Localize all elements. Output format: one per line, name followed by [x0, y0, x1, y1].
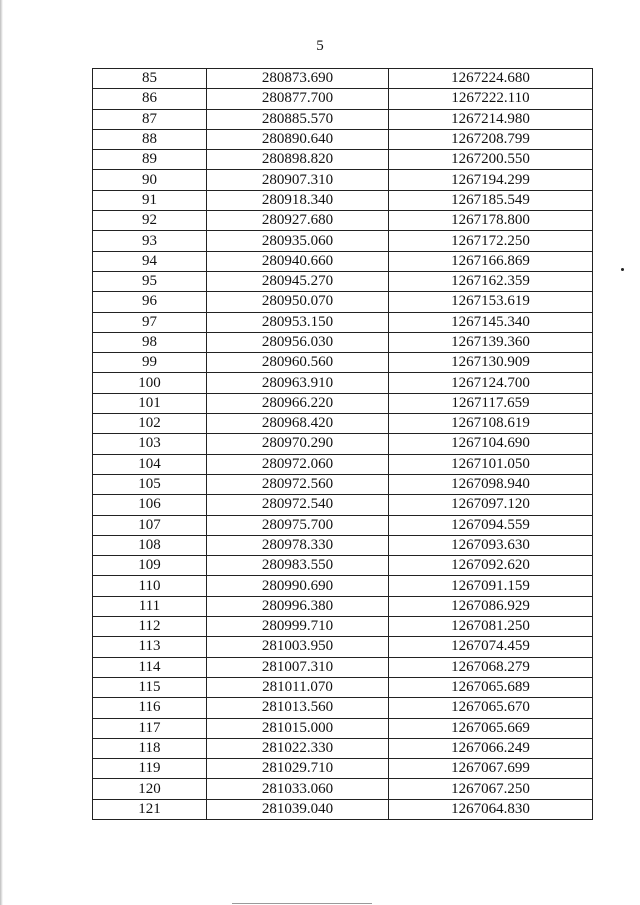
table-row	[93, 617, 593, 637]
table-row	[93, 393, 593, 413]
y-coordinate-cell: 1267081.250	[389, 617, 593, 637]
point-number-cell: 100	[93, 373, 207, 393]
point-number-cell: 121	[93, 799, 207, 819]
point-number-cell: 94	[93, 251, 207, 271]
x-coordinate-cell: 281011.070	[207, 677, 389, 697]
y-coordinate-cell: 1267130.909	[389, 353, 593, 373]
table-row	[93, 596, 593, 616]
table-row	[93, 292, 593, 312]
x-coordinate-cell: 280983.550	[207, 556, 389, 576]
point-number-cell: 105	[93, 474, 207, 494]
x-coordinate-cell: 280966.220	[207, 393, 389, 413]
table-row	[93, 576, 593, 596]
y-coordinate-cell: 1267104.690	[389, 434, 593, 454]
point-number-cell: 87	[93, 109, 207, 129]
table-row	[93, 170, 593, 190]
point-number-cell: 116	[93, 698, 207, 718]
table-row	[93, 718, 593, 738]
x-coordinate-cell: 280898.820	[207, 150, 389, 170]
table-row	[93, 738, 593, 758]
point-number-cell: 119	[93, 759, 207, 779]
y-coordinate-cell: 1267200.550	[389, 150, 593, 170]
table-row	[93, 312, 593, 332]
point-number-cell: 110	[93, 576, 207, 596]
x-coordinate-cell: 281003.950	[207, 637, 389, 657]
point-number-cell: 104	[93, 454, 207, 474]
point-number-cell: 99	[93, 353, 207, 373]
x-coordinate-cell: 281039.040	[207, 799, 389, 819]
y-coordinate-cell: 1267074.459	[389, 637, 593, 657]
x-coordinate-cell: 280963.910	[207, 373, 389, 393]
y-coordinate-cell: 1267166.869	[389, 251, 593, 271]
x-coordinate-cell: 280940.660	[207, 251, 389, 271]
x-coordinate-cell: 280935.060	[207, 231, 389, 251]
y-coordinate-cell: 1267065.669	[389, 718, 593, 738]
scan-edge-shadow	[0, 0, 3, 905]
y-coordinate-cell: 1267067.699	[389, 759, 593, 779]
table-row	[93, 231, 593, 251]
point-number-cell: 88	[93, 129, 207, 149]
x-coordinate-cell: 281022.330	[207, 738, 389, 758]
y-coordinate-cell: 1267185.549	[389, 190, 593, 210]
y-coordinate-cell: 1267068.279	[389, 657, 593, 677]
page-number: 5	[316, 38, 324, 54]
table-row	[93, 657, 593, 677]
point-number-cell: 95	[93, 271, 207, 291]
point-number-cell: 92	[93, 211, 207, 231]
y-coordinate-cell: 1267124.700	[389, 373, 593, 393]
y-coordinate-cell: 1267093.630	[389, 535, 593, 555]
x-coordinate-cell: 280978.330	[207, 535, 389, 555]
point-number-cell: 113	[93, 637, 207, 657]
y-coordinate-cell: 1267139.360	[389, 332, 593, 352]
y-coordinate-cell: 1267108.619	[389, 414, 593, 434]
table-row	[93, 799, 593, 819]
table-row	[93, 677, 593, 697]
table-row	[93, 779, 593, 799]
y-coordinate-cell: 1267098.940	[389, 474, 593, 494]
point-number-cell: 107	[93, 515, 207, 535]
table-row	[93, 454, 593, 474]
y-coordinate-cell: 1267067.250	[389, 779, 593, 799]
coordinates-table	[92, 68, 593, 820]
table-row	[93, 190, 593, 210]
x-coordinate-cell: 280968.420	[207, 414, 389, 434]
table-row	[93, 474, 593, 494]
y-coordinate-cell: 1267064.830	[389, 799, 593, 819]
x-coordinate-cell: 281029.710	[207, 759, 389, 779]
x-coordinate-cell: 280890.640	[207, 129, 389, 149]
x-coordinate-cell: 280885.570	[207, 109, 389, 129]
x-coordinate-cell: 280873.690	[207, 69, 389, 89]
x-coordinate-cell: 280953.150	[207, 312, 389, 332]
table-row	[93, 434, 593, 454]
table-row	[93, 353, 593, 373]
table-row	[93, 69, 593, 89]
point-number-cell: 114	[93, 657, 207, 677]
x-coordinate-cell: 281015.000	[207, 718, 389, 738]
point-number-cell: 96	[93, 292, 207, 312]
y-coordinate-cell: 1267065.670	[389, 698, 593, 718]
table-row	[93, 211, 593, 231]
table-row	[93, 332, 593, 352]
point-number-cell: 117	[93, 718, 207, 738]
x-coordinate-cell: 280960.560	[207, 353, 389, 373]
coordinates-table-body	[93, 69, 593, 820]
x-coordinate-cell: 280972.060	[207, 454, 389, 474]
x-coordinate-cell: 281007.310	[207, 657, 389, 677]
x-coordinate-cell: 280956.030	[207, 332, 389, 352]
y-coordinate-cell: 1267086.929	[389, 596, 593, 616]
table-row	[93, 129, 593, 149]
point-number-cell: 108	[93, 535, 207, 555]
y-coordinate-cell: 1267214.980	[389, 109, 593, 129]
y-coordinate-cell: 1267092.620	[389, 556, 593, 576]
y-coordinate-cell: 1267066.249	[389, 738, 593, 758]
table-row	[93, 759, 593, 779]
point-number-cell: 98	[93, 332, 207, 352]
point-number-cell: 93	[93, 231, 207, 251]
x-coordinate-cell: 280970.290	[207, 434, 389, 454]
y-coordinate-cell: 1267117.659	[389, 393, 593, 413]
x-coordinate-cell: 281033.060	[207, 779, 389, 799]
point-number-cell: 90	[93, 170, 207, 190]
x-coordinate-cell: 280877.700	[207, 89, 389, 109]
point-number-cell: 85	[93, 69, 207, 89]
bottom-rule	[232, 903, 372, 904]
y-coordinate-cell: 1267153.619	[389, 292, 593, 312]
point-number-cell: 102	[93, 414, 207, 434]
table-row	[93, 89, 593, 109]
table-row	[93, 698, 593, 718]
x-coordinate-cell: 280918.340	[207, 190, 389, 210]
x-coordinate-cell: 280945.270	[207, 271, 389, 291]
point-number-cell: 120	[93, 779, 207, 799]
x-coordinate-cell: 280975.700	[207, 515, 389, 535]
table-row	[93, 556, 593, 576]
y-coordinate-cell: 1267224.680	[389, 69, 593, 89]
y-coordinate-cell: 1267097.120	[389, 495, 593, 515]
x-coordinate-cell: 280950.070	[207, 292, 389, 312]
x-coordinate-cell: 280999.710	[207, 617, 389, 637]
y-coordinate-cell: 1267208.799	[389, 129, 593, 149]
table-row	[93, 535, 593, 555]
point-number-cell: 86	[93, 89, 207, 109]
point-number-cell: 101	[93, 393, 207, 413]
table-row	[93, 515, 593, 535]
point-number-cell: 118	[93, 738, 207, 758]
y-coordinate-cell: 1267145.340	[389, 312, 593, 332]
y-coordinate-cell: 1267091.159	[389, 576, 593, 596]
point-number-cell: 97	[93, 312, 207, 332]
table-row	[93, 373, 593, 393]
table-row	[93, 251, 593, 271]
y-coordinate-cell: 1267222.110	[389, 89, 593, 109]
y-coordinate-cell: 1267162.359	[389, 271, 593, 291]
table-row	[93, 150, 593, 170]
x-coordinate-cell: 280972.560	[207, 474, 389, 494]
table-row	[93, 109, 593, 129]
y-coordinate-cell: 1267094.559	[389, 515, 593, 535]
table-row	[93, 495, 593, 515]
point-number-cell: 109	[93, 556, 207, 576]
point-number-cell: 115	[93, 677, 207, 697]
table-row	[93, 414, 593, 434]
table-row	[93, 271, 593, 291]
point-number-cell: 103	[93, 434, 207, 454]
point-number-cell: 106	[93, 495, 207, 515]
point-number-cell: 112	[93, 617, 207, 637]
y-coordinate-cell: 1267194.299	[389, 170, 593, 190]
x-coordinate-cell: 280990.690	[207, 576, 389, 596]
x-coordinate-cell: 281013.560	[207, 698, 389, 718]
y-coordinate-cell: 1267065.689	[389, 677, 593, 697]
y-coordinate-cell: 1267178.800	[389, 211, 593, 231]
table-row	[93, 637, 593, 657]
scan-speck	[621, 268, 624, 271]
x-coordinate-cell: 280927.680	[207, 211, 389, 231]
point-number-cell: 111	[93, 596, 207, 616]
y-coordinate-cell: 1267172.250	[389, 231, 593, 251]
y-coordinate-cell: 1267101.050	[389, 454, 593, 474]
x-coordinate-cell: 280996.380	[207, 596, 389, 616]
point-number-cell: 89	[93, 150, 207, 170]
x-coordinate-cell: 280907.310	[207, 170, 389, 190]
point-number-cell: 91	[93, 190, 207, 210]
x-coordinate-cell: 280972.540	[207, 495, 389, 515]
